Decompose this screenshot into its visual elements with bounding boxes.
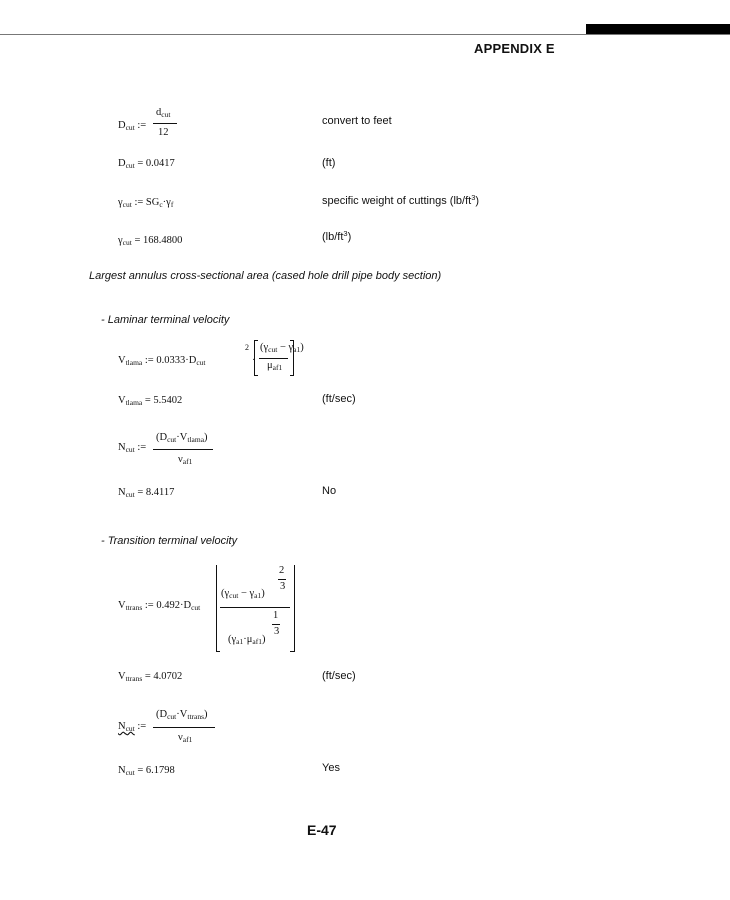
section-heading: Largest annulus cross-sectional area (cased hole drill pipe body section) xyxy=(89,270,442,282)
page-number: E-47 xyxy=(307,822,337,838)
appendix-title: APPENDIX E xyxy=(474,41,555,56)
header-rule xyxy=(0,34,730,35)
transition-validity: Yes xyxy=(322,762,340,774)
transition-heading: - Transition terminal velocity xyxy=(101,535,238,547)
note-convert: convert to feet xyxy=(322,115,392,127)
laminar-validity: No xyxy=(322,485,337,497)
laminar-heading: - Laminar terminal velocity xyxy=(101,314,230,326)
